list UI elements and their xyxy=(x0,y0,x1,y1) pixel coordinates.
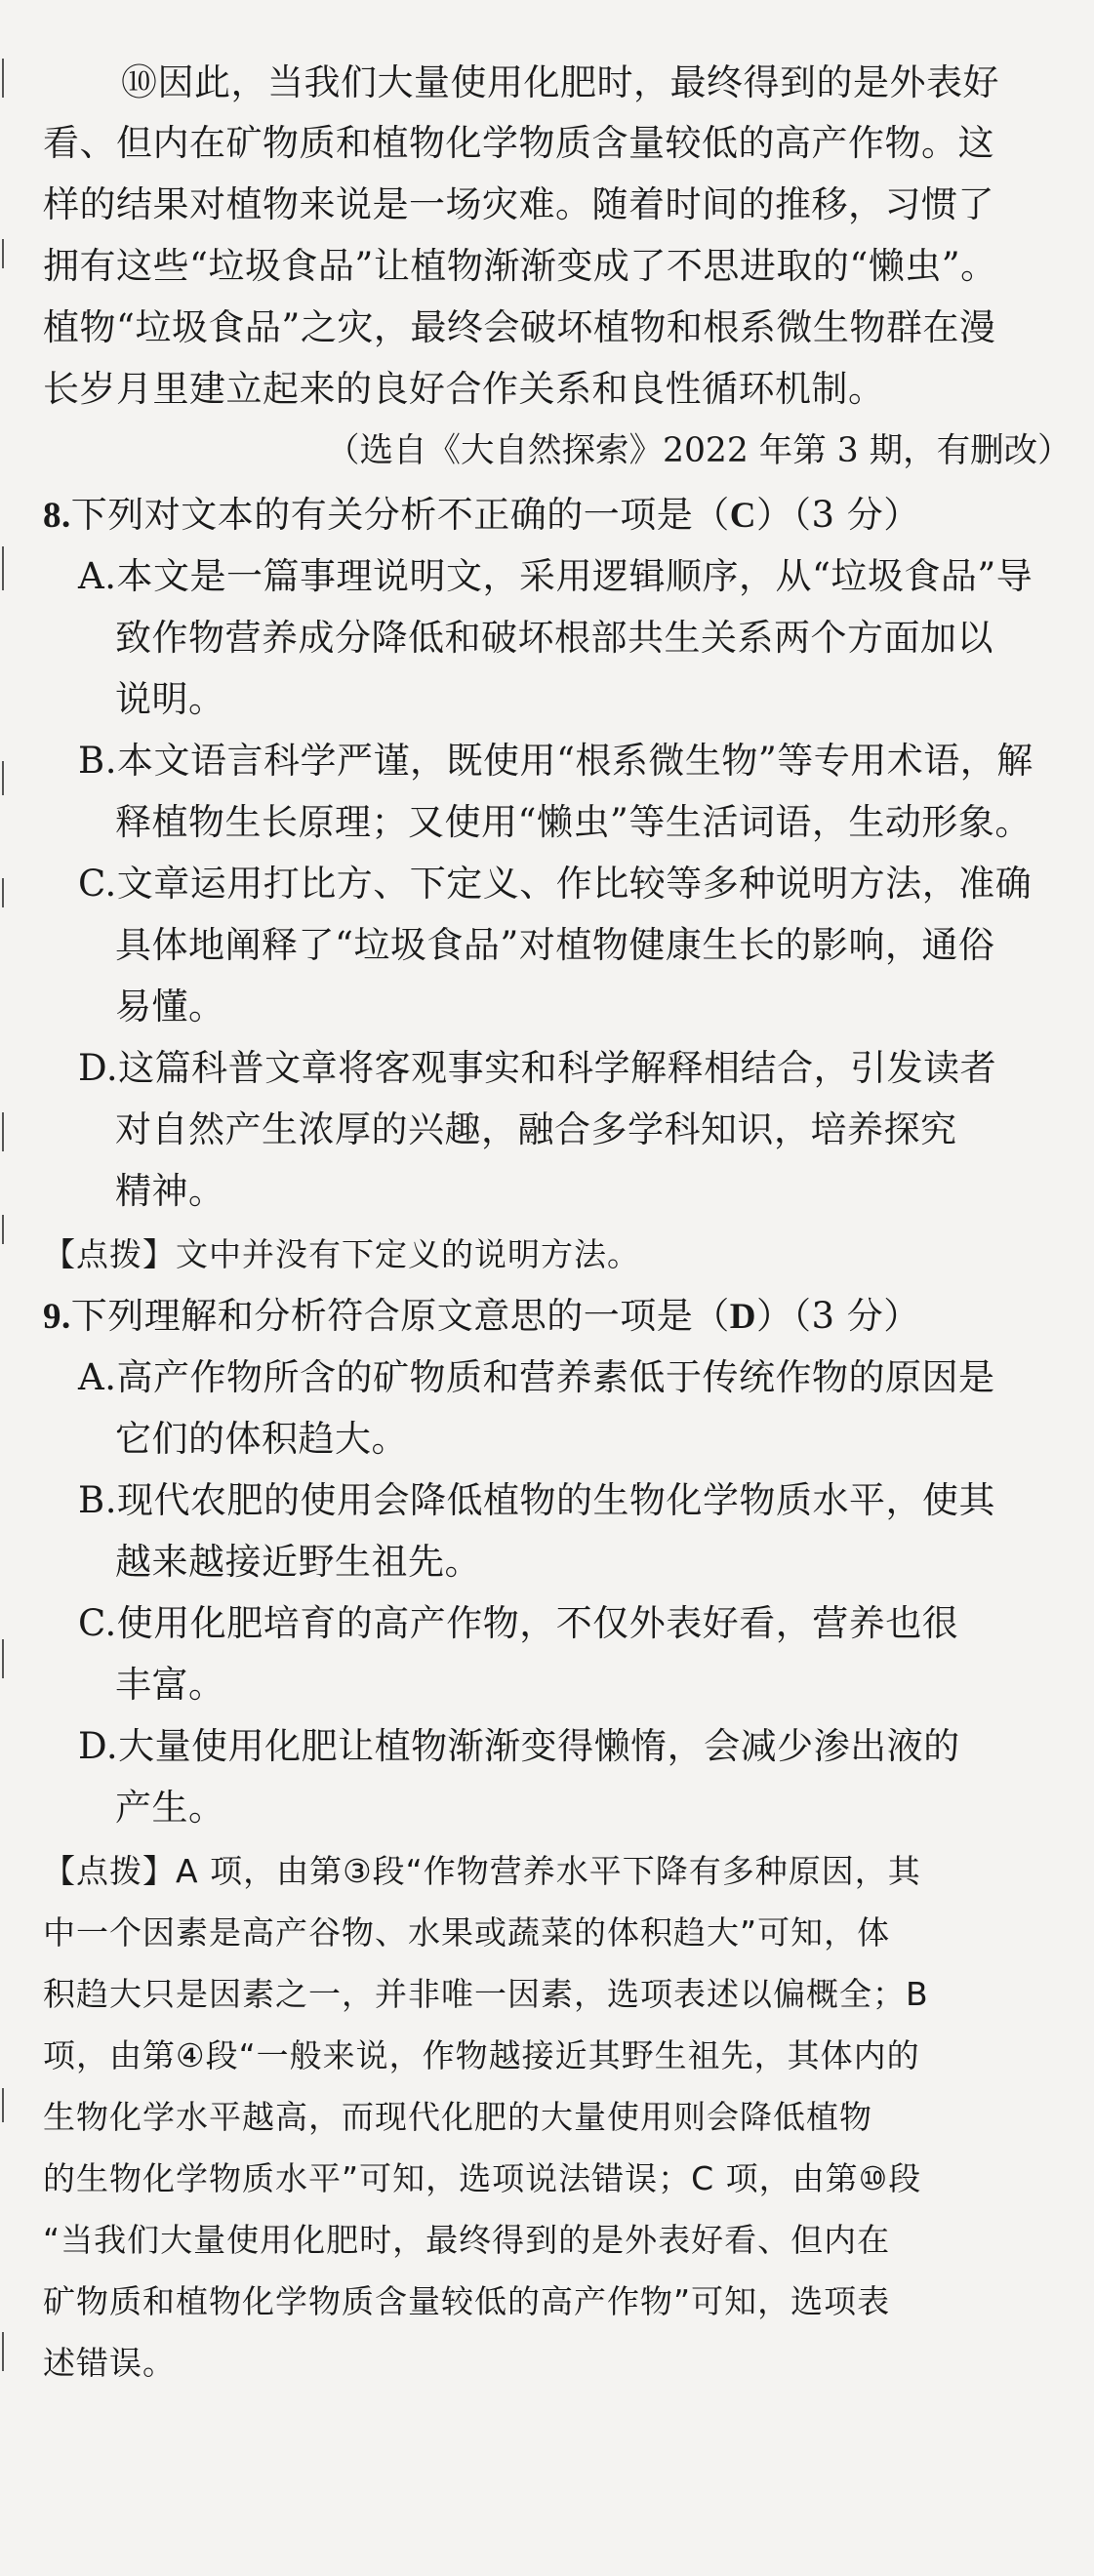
passage-source: （选自《大自然探索》2022 年第 3 期，有删改） xyxy=(326,431,1072,470)
option-c-line: C.使用化肥培育的高产作物，不仅外表好看，营养也很 xyxy=(78,1602,959,1644)
answer-letter: C xyxy=(729,496,756,536)
hint-text: 积趋大只是因素之一，并非唯一因素，选项表述以偏概全；B xyxy=(43,1975,929,2013)
passage-line: ⑩因此，当我们大量使用化肥时，最终得到的是外表好 xyxy=(121,61,999,103)
passage-line: 样的结果对植物来说是一场灾难。随着时间的推移，习惯了 xyxy=(43,183,994,225)
passage-line: 拥有这些“垃圾食品”让植物渐渐变成了不思进取的“懒虫”。 xyxy=(43,245,997,287)
question-number: 8. xyxy=(43,496,71,536)
edge-mark xyxy=(2,59,4,98)
edge-mark xyxy=(2,1215,4,1244)
binding-edge-marks xyxy=(0,0,14,2576)
option-c-line: 具体地阐释了“垃圾食品”对植物健康生长的影响，通俗 xyxy=(115,924,995,966)
question-score: ）（3 分） xyxy=(755,494,920,536)
option-c-line: 易懂。 xyxy=(115,986,225,1027)
question-stem: 下列理解和分析符合原文意思的一项是（ xyxy=(70,1295,730,1337)
hint-text: 项，由第④段“一般来说，作物越接近其野生祖先，其体内的 xyxy=(43,2036,920,2074)
question-score: ）（3 分） xyxy=(755,1295,920,1337)
edge-mark xyxy=(2,1639,4,1678)
option-a-line: 说明。 xyxy=(115,678,225,720)
hint-text: 的生物化学物质水平”可知，选项说法错误；C 项，由第⑩段 xyxy=(43,2159,922,2197)
option-b-line: 越来越接近野生祖先。 xyxy=(115,1541,481,1583)
passage-line: 长岁月里建立起来的良好合作关系和良性循环机制。 xyxy=(43,368,885,410)
option-a-line: 它们的体积趋大。 xyxy=(115,1418,408,1460)
option-a-line: 致作物营养成分降低和破坏根部共生关系两个方面加以 xyxy=(115,617,993,659)
option-d-line: 精神。 xyxy=(115,1170,225,1212)
hint-text: 矿物质和植物化学物质含量较低的高产作物”可知，选项表 xyxy=(43,2282,891,2320)
question-stem: 下列对文本的有关分析不正确的一项是（ xyxy=(70,494,730,536)
edge-mark xyxy=(2,546,4,590)
edge-mark xyxy=(2,2088,4,2122)
question-8-stem xyxy=(43,491,920,541)
question-9-stem xyxy=(43,1292,920,1342)
edge-mark xyxy=(2,2332,4,2371)
option-d-line: 产生。 xyxy=(115,1787,225,1829)
option-d-line: 对自然产生浓厚的兴趣，融合多学科知识，培养探究 xyxy=(115,1108,957,1150)
hint-text: “当我们大量使用化肥时，最终得到的是外表好看、但内在 xyxy=(43,2221,891,2259)
edge-mark xyxy=(2,1112,4,1151)
edge-mark xyxy=(2,878,4,907)
option-b-line: 释植物生长原理；又使用“懒虫”等生活词语，生动形象。 xyxy=(115,801,1032,843)
passage-line: 看、但内在矿物质和植物化学物质含量较低的高产作物。这 xyxy=(43,122,994,164)
option-a-line: A.本文是一篇事理说明文，采用逻辑顺序，从“垃圾食品”导 xyxy=(78,555,1033,597)
edge-mark xyxy=(2,239,4,268)
hint-text: 【点拨】A 项，由第③段“作物营养水平下降有多种原因，其 xyxy=(43,1852,921,1890)
hint-text: 生物化学水平越高，而现代化肥的大量使用则会降低植物 xyxy=(43,2098,872,2136)
option-c-line: C.文章运用打比方、下定义、作比较等多种说明方法，准确 xyxy=(78,863,1033,905)
option-a-line: A.高产作物所含的矿物质和营养素低于传统作物的原因是 xyxy=(78,1356,995,1398)
question-number: 9. xyxy=(43,1297,71,1337)
hint-text: 【点拨】文中并没有下定义的说明方法。 xyxy=(43,1235,640,1273)
option-d-line: D.这篇科普文章将客观事实和科学解释相结合，引发读者 xyxy=(78,1047,997,1089)
answer-letter: D xyxy=(729,1297,756,1337)
option-d-line: D.大量使用化肥让植物渐渐变得懒惰，会减少渗出液的 xyxy=(78,1725,960,1767)
hint-text: 述错误。 xyxy=(43,2344,176,2382)
option-b-line: B.现代农肥的使用会降低植物的生物化学物质水平，使其 xyxy=(78,1479,995,1521)
passage-line: 植物“垃圾食品”之灾，最终会破坏植物和根系微生物群在漫 xyxy=(43,306,996,348)
option-b-line: B.本文语言科学严谨，既使用“根系微生物”等专用术语，解 xyxy=(78,740,1033,782)
option-c-line: 丰富。 xyxy=(115,1664,225,1706)
hint-text: 中一个因素是高产谷物、水果或蔬菜的体积趋大”可知，体 xyxy=(43,1913,891,1952)
edge-mark xyxy=(2,761,4,795)
